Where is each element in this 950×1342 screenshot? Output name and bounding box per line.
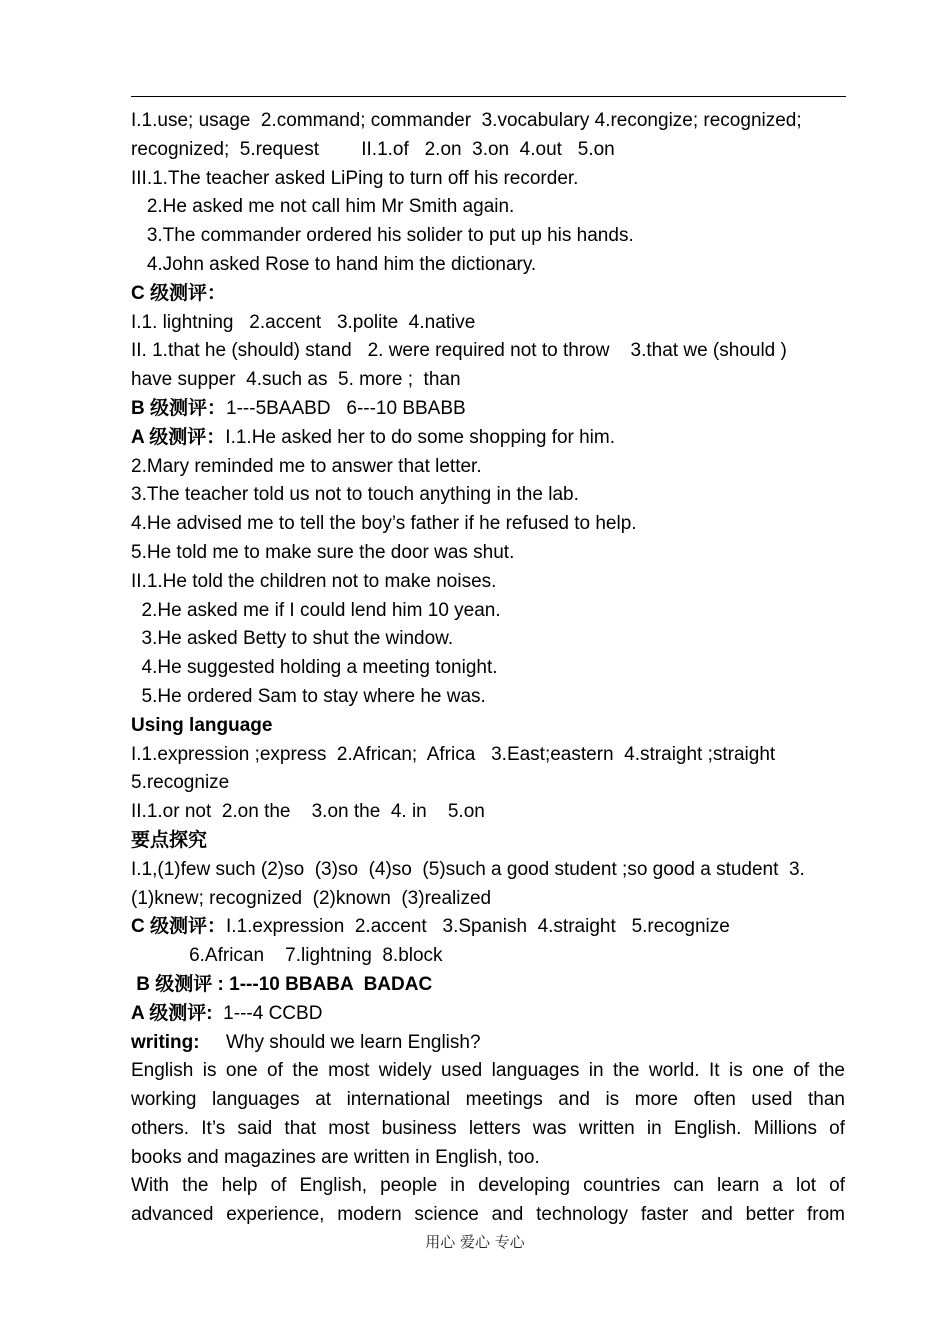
text-line: II.1.or not 2.on the 3.on the 4. in 5.on [131,801,485,823]
text-line [131,424,845,453]
text-line: I.1.use; usage 2.command; commander 3.vocabulary 4.recongize; recognized; [131,110,802,131]
text-line: 5.He told me to make sure the door was shut. [131,541,515,563]
text-line [131,1029,845,1058]
section-heading: C 级测评： [131,916,227,938]
section-heading: A 级测评: [131,1002,218,1024]
essay-line: others. It’s said that most business letters was written in English. Millions of [131,1117,845,1139]
section-heading: B 级测评： [131,397,227,419]
text-line [131,395,845,424]
text-line: II. 1.that he (should) stand 2. were required not to throw 3.that we (should ) [131,340,787,362]
text-line: 5.recognize [131,772,230,794]
answer-text: 1---5BAABD 6---10 BBABB [226,397,466,419]
text-line: 4.He suggested holding a meeting tonight. [131,657,498,679]
text-line: I.1. lightning 2.accent 3.polite 4.native [131,311,476,333]
header-rule [131,96,846,97]
text-line [131,913,845,942]
answer-text: 1---4 CCBD [217,1002,323,1024]
text-line: 2.He asked me not call him Mr Smith again. [131,196,515,218]
text-line: (1)knew; recognized (2)known (3)realized [131,887,492,909]
text-line: III.1.The teacher asked LiPing to turn off his recorder. [131,167,579,189]
text-line: recognized; 5.request II.1.of 2.on 3.on 4.out 5.on [131,138,615,160]
text-line [131,1000,845,1029]
essay-line: English is one of the most widely used languages in the world. It is one of the [131,1060,845,1082]
text-line: 3.He asked Betty to shut the window. [131,628,454,650]
text-line: 3.The teacher told us not to touch anything in the lab. [131,484,579,506]
answer-text: I.1.expression 2.accent 3.Spanish 4.straight 5.recognize [226,916,730,938]
text-line: 2.Mary reminded me to answer that letter. [131,455,482,477]
section-heading: A 级测评： [131,426,226,448]
text-line: II.1.He told the children not to make noises. [131,570,497,592]
section-heading: C 级测评： [131,282,227,304]
essay-line: books and magazines are written in English, too. [131,1146,540,1168]
essay-line: With the help of English, people in developing countries can learn a lot of [131,1175,845,1197]
document-body [131,107,845,1230]
text-line: 6.African 7.lightning 8.block [131,945,443,967]
text-line: 5.He ordered Sam to stay where he was. [131,685,486,707]
page-footer: 用心 爱心 专心 [425,1233,525,1251]
text-line: have supper 4.such as 5. more ; than [131,369,461,391]
text-line: 4.He advised me to tell the boy’s father if he refused to help. [131,513,637,535]
text-line: 3.The commander ordered his solider to put up his hands. [131,225,634,247]
text-line: 4.John asked Rose to hand him the dictionary. [131,253,537,275]
essay-line: advanced experience, modern science and technology faster and better from [131,1204,845,1226]
essay-line: working languages at international meetings and is more often used than [131,1089,845,1111]
text-line: I.1,(1)few such (2)so (3)so (4)so (5)such a good student ;so good a student 3. [131,858,805,880]
section-heading: Using language [131,714,273,736]
text-line: 2.He asked me if I could lend him 10 yean. [131,599,501,621]
section-heading: writing: [131,1031,200,1053]
text-line: I.1.expression ;express 2.African; Africa 3.East;eastern 4.straight ;straight [131,743,776,765]
answer-text: I.1.He asked her to do some shopping for him. [225,426,616,448]
section-heading: 要点探究 [131,829,208,851]
essay-title: Why should we learn English? [199,1031,481,1053]
section-heading: B 级测评 : 1---10 BBABA BADAC [131,973,433,995]
